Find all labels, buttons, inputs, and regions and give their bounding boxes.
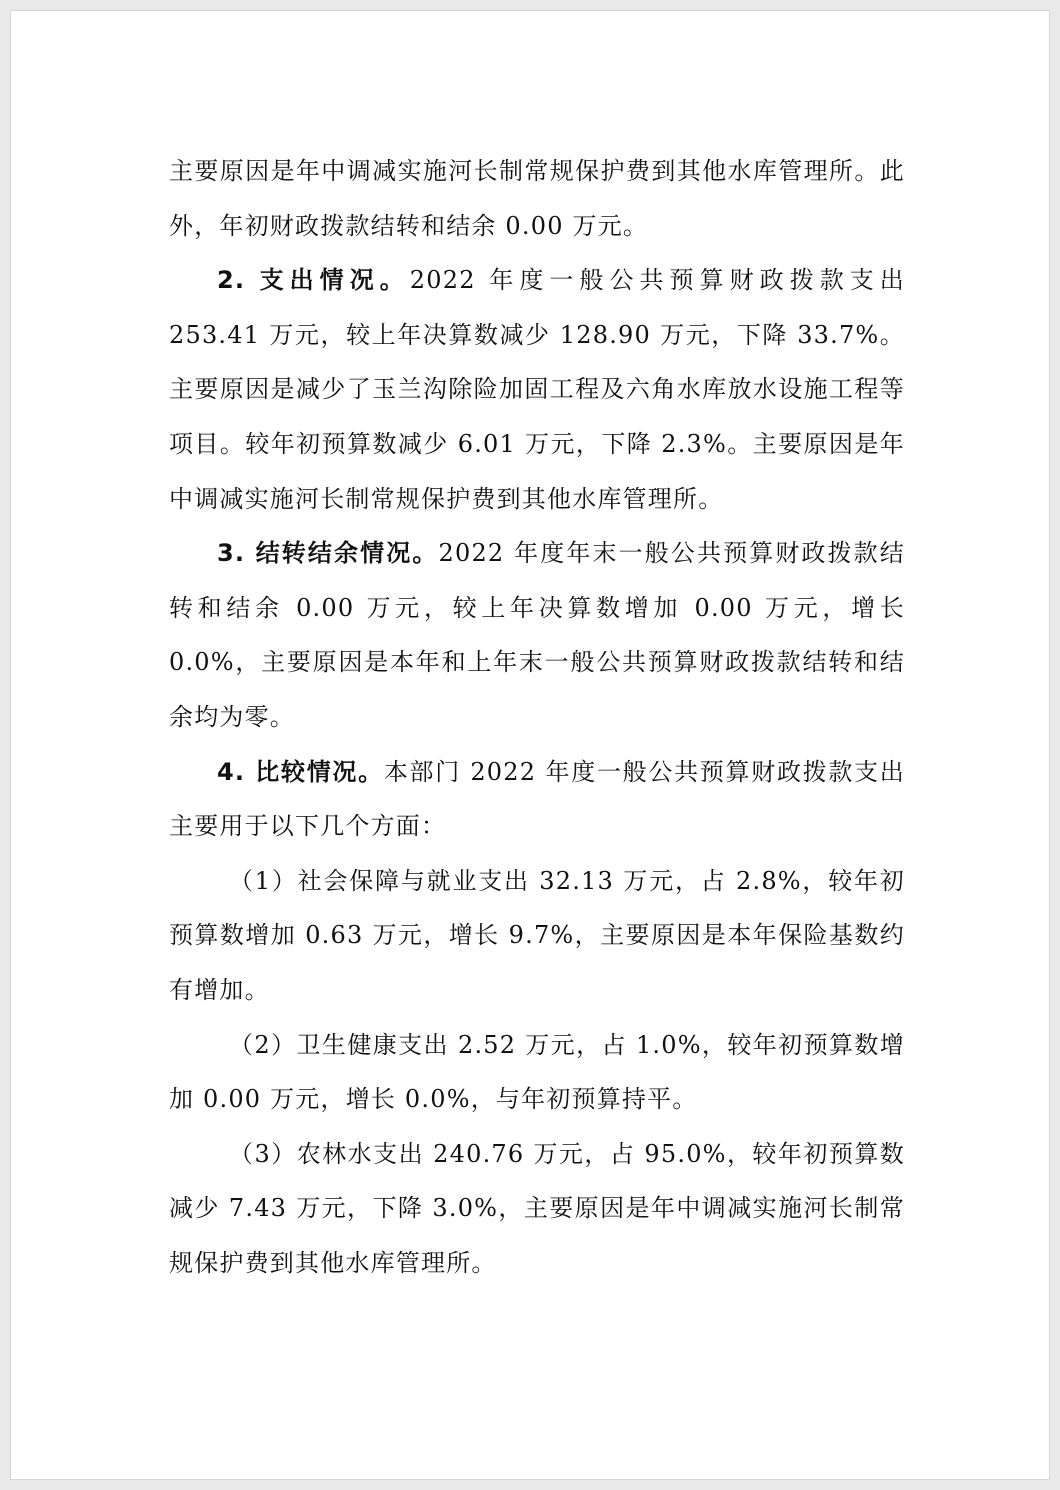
heading-expenditure: 2. 支出情况。 (217, 266, 410, 295)
list-item-health: （2）卫生健康支出 2.52 万元，占 1.0%，较年初预算数增加 0.00 万元，增长 0.0%，与年初预算持平。 (169, 1030, 905, 1114)
heading-carryover: 3. 结转结余情况。 (217, 539, 439, 568)
document-page (10, 10, 1050, 1480)
list-item-agriculture: （3）农林水支出 240.76 万元，占 95.0%，较年初预算数减少 7.43 万元，下降 3.0%，主要原因是年中调减实施河长制常规保护费到其他水库管理所。 (169, 1139, 905, 1277)
text-expenditure: 2022 年度一般公共预算财政拨款支出 253.41 万元，较上年决算数减少 128.90 万元，下降 33.7%。主要原因是减少了玉兰沟除险加固工程及六角水库放水设施工程等项目。较年初预算数减少 6.01 万元，下降 2.3%。主要原因是年中调减实施河长制常规保护费到其他水库管理所。 (169, 266, 905, 513)
paragraph-continuation: 主要原因是年中调减实施河长制常规保护费到其他水库管理所。此外，年初财政拨款结转和结余 0.00 万元。 (169, 157, 905, 240)
list-item-social-security: （1）社会保障与就业支出 32.13 万元，占 2.8%，较年初预算数增加 0.63 万元，增长 9.7%，主要原因是本年保险基数约有增加。 (169, 866, 906, 1004)
text-comparison: 本部门 2022 年度一般公共预算财政拨款支出主要用于以下几个方面： (169, 757, 905, 841)
paragraph-carryover (169, 526, 905, 744)
paragraph-comparison (169, 745, 905, 854)
text-carryover: 2022 年度年末一般公共预算财政拨款结转和结余 0.00 万元，较上年决算数增加 0.00 万元，增长 0.0%，主要原因是本年和上年末一般公共预算财政拨款结转和结余均为零。 (169, 539, 905, 731)
paragraph-expenditure (169, 253, 905, 526)
document-body (169, 144, 905, 1290)
heading-comparison: 4. 比较情况。 (217, 757, 384, 786)
